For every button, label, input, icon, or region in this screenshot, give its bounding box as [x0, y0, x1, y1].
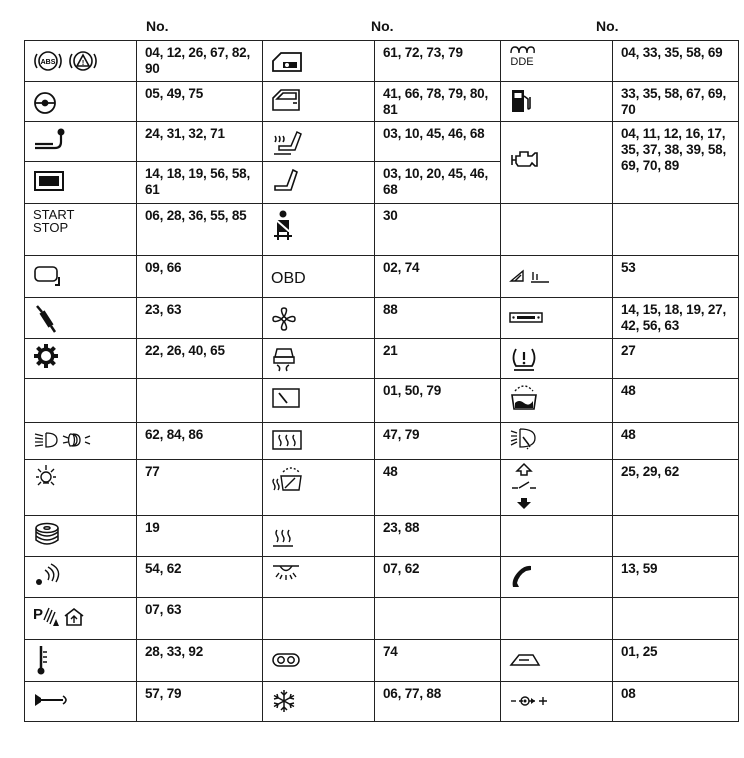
fan-icon [263, 298, 375, 339]
fuse-numbers: 08 [613, 682, 739, 722]
fuse-numbers: 07, 63 [137, 598, 263, 640]
fuse-numbers: 07, 62 [375, 557, 501, 598]
park-label: P [33, 606, 44, 623]
seat-icon [263, 162, 375, 204]
fuse-numbers: 74 [375, 640, 501, 682]
fuse-table [24, 40, 739, 722]
fuse-numbers: 41, 66, 78, 79, 80, 81 [375, 82, 501, 122]
wiper-icon [263, 379, 375, 423]
display-screen-icon [25, 162, 137, 204]
fuse-numbers: 04, 33, 35, 58, 69 [613, 41, 739, 82]
table-row [25, 339, 739, 379]
abs-warning-icons [25, 41, 137, 82]
fuse-numbers [613, 204, 739, 256]
snowflake-icon [263, 682, 375, 722]
fuse-numbers: 33, 35, 58, 67, 69, 70 [613, 82, 739, 122]
fuse-numbers: 23, 63 [137, 298, 263, 339]
fuse-numbers: 21 [375, 339, 501, 379]
headlight-washer-icon [501, 423, 613, 460]
seat-heating-icon [263, 122, 375, 162]
sunroof-icon [501, 640, 613, 682]
engine-icon [501, 122, 613, 204]
antenna-icon [25, 557, 137, 598]
fuse-numbers: 25, 29, 62 [613, 460, 739, 516]
instrument-cluster-icon [263, 640, 375, 682]
fuse-numbers: 19 [137, 516, 263, 557]
steering-wheel-icon [25, 82, 137, 122]
table-row [25, 516, 739, 557]
svg-text:!: ! [81, 60, 85, 67]
obd-icon [263, 256, 375, 298]
fuse-numbers [375, 598, 501, 640]
fuse-numbers: 24, 31, 32, 71 [137, 122, 263, 162]
dde-label: DDE [510, 56, 534, 68]
table-row [25, 598, 739, 640]
obd-label: OBD [271, 270, 306, 287]
table-row [25, 41, 739, 82]
table-row [25, 82, 739, 122]
table-row [25, 204, 739, 256]
heating-icon [263, 516, 375, 557]
interior-light-icon [25, 460, 137, 516]
window-updown-icon [501, 460, 613, 516]
mirror-icon [25, 256, 137, 298]
washer-fluid-icon [501, 379, 613, 423]
fuse-strip-icon [501, 298, 613, 339]
headlights-icon [25, 423, 137, 460]
seatbelt-icon [263, 204, 375, 256]
park-distance-icon [25, 598, 137, 640]
fuse-numbers: 06, 77, 88 [375, 682, 501, 722]
table-row [25, 682, 739, 722]
fuse-numbers: 03, 10, 45, 46, 68 [375, 122, 501, 162]
door-key-icon [263, 41, 375, 82]
table-row [25, 298, 739, 339]
table-row [25, 460, 739, 516]
table-row [25, 122, 739, 162]
fuse-numbers: 05, 49, 75 [137, 82, 263, 122]
fuse-numbers: 23, 88 [375, 516, 501, 557]
horn-icon [25, 682, 137, 722]
table-row [25, 640, 739, 682]
column-header-2: No. [371, 18, 394, 34]
fuse-numbers: 30 [375, 204, 501, 256]
fuse-numbers: 88 [375, 298, 501, 339]
start-stop-icon [25, 204, 137, 256]
glow-plug-dde-icon [501, 41, 613, 82]
empty-cell [25, 379, 137, 423]
fuse-numbers [613, 516, 739, 557]
fuse-numbers: 14, 15, 18, 19, 27, 42, 56, 63 [613, 298, 739, 339]
washer-heat-icon [263, 460, 375, 516]
tow-hitch-icon [25, 122, 137, 162]
fuse-numbers: 48 [375, 460, 501, 516]
fuse-numbers: 53 [613, 256, 739, 298]
fuse-numbers: 77 [137, 460, 263, 516]
fuse-numbers: 27 [613, 339, 739, 379]
fuse-numbers: 06, 28, 36, 55, 85 [137, 204, 263, 256]
fuse-numbers: 02, 74 [375, 256, 501, 298]
fuse-numbers: 62, 84, 86 [137, 423, 263, 460]
fuse-numbers: 01, 25 [613, 640, 739, 682]
socket-icon [501, 682, 613, 722]
column-header-3: No. [596, 18, 619, 34]
fuel-pump-icon [501, 82, 613, 122]
table-row [25, 379, 739, 423]
fuse-numbers: 47, 79 [375, 423, 501, 460]
fuse-numbers: 04, 12, 26, 67, 82, 90 [137, 41, 263, 82]
fuel-level-icon [501, 256, 613, 298]
table-row [25, 557, 739, 598]
fuse-numbers: 03, 10, 20, 45, 46, 68 [375, 162, 501, 204]
fuse-numbers: 04, 11, 12, 16, 17, 35, 37, 38, 39, 58, 69, 70, 89 [613, 122, 739, 204]
empty-cell [501, 516, 613, 557]
car-skid-icon [263, 339, 375, 379]
svg-text:ABS: ABS [40, 59, 56, 66]
table-row [25, 256, 739, 298]
cd-changer-icon [25, 516, 137, 557]
tire-pressure-icon [501, 339, 613, 379]
fuse-numbers: 09, 66 [137, 256, 263, 298]
table-row [25, 423, 739, 460]
fuse-numbers [137, 379, 263, 423]
gear-icon [25, 339, 137, 379]
phone-icon [501, 557, 613, 598]
thermometer-icon [25, 640, 137, 682]
fuse-numbers: 28, 33, 92 [137, 640, 263, 682]
rear-defrost-icon [263, 423, 375, 460]
column-header-1: No. [146, 18, 169, 34]
start-stop-label: START STOP [33, 207, 75, 235]
fuse-numbers: 01, 50, 79 [375, 379, 501, 423]
shock-absorber-icon [25, 298, 137, 339]
fuse-numbers: 61, 72, 73, 79 [375, 41, 501, 82]
fuse-numbers: 57, 79 [137, 682, 263, 722]
dome-light-icon [263, 557, 375, 598]
fuse-numbers: 54, 62 [137, 557, 263, 598]
fuse-numbers: 48 [613, 423, 739, 460]
fuse-numbers: 14, 18, 19, 56, 58, 61 [137, 162, 263, 204]
fuse-numbers: 48 [613, 379, 739, 423]
fuse-numbers: 22, 26, 40, 65 [137, 339, 263, 379]
empty-cell [263, 598, 375, 640]
fuse-numbers [613, 598, 739, 640]
empty-cell [501, 598, 613, 640]
fuse-numbers: 13, 59 [613, 557, 739, 598]
empty-cell [501, 204, 613, 256]
car-door-icon [263, 82, 375, 122]
